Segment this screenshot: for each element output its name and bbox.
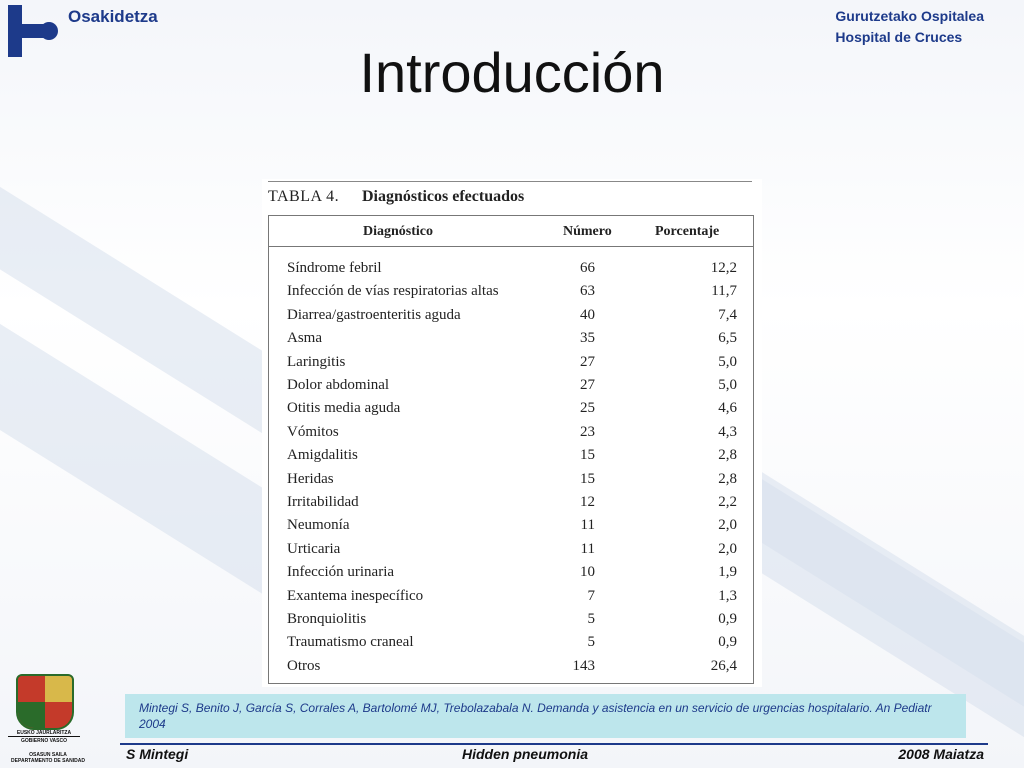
percentage-cell: 0,9 (718, 611, 737, 627)
count-cell: 27 (580, 377, 595, 393)
table-header (268, 181, 752, 212)
table-row (269, 283, 753, 306)
percentage-cell: 5,0 (718, 353, 737, 370)
diagnosis-cell: Traumatismo craneal (287, 634, 414, 651)
table-row (269, 354, 753, 377)
diagnosis-cell: Asma (287, 330, 322, 347)
count-cell: 5 (587, 611, 595, 627)
count-cell: 25 (580, 400, 595, 417)
percentage-cell: 2,8 (718, 447, 737, 464)
percentage-cell: 2,2 (718, 494, 737, 510)
percentage-cell: 1,9 (718, 564, 737, 581)
diagnosis-cell: Infección de vías respiratorias altas (287, 283, 499, 300)
count-cell: 27 (580, 353, 595, 370)
count-cell: 143 (572, 657, 595, 674)
percentage-cell: 4,3 (718, 423, 737, 440)
column-header-diagnosis: Diagnóstico (363, 224, 433, 239)
table-row (269, 564, 753, 587)
footer-topic: Hidden pneumonia (462, 746, 588, 762)
table-row (269, 494, 753, 517)
column-header-count: Número (563, 224, 612, 239)
diagnosis-cell: Infección urinaria (287, 564, 395, 581)
count-cell: 35 (580, 330, 595, 347)
crest-line-2: GOBIERNO VASCO (20, 738, 68, 744)
percentage-cell: 0,9 (718, 634, 737, 651)
table-row (269, 424, 753, 447)
percentage-cell: 26,4 (710, 657, 737, 674)
diagnosis-cell: Urticaria (287, 540, 341, 557)
column-headers (269, 216, 753, 247)
hospital-line-spanish: Hospital de Cruces (835, 29, 963, 45)
percentage-cell: 12,2 (710, 260, 737, 276)
count-cell: 10 (580, 564, 595, 581)
table-row (269, 588, 753, 611)
percentage-cell: 7,4 (718, 306, 737, 323)
footer-rule (120, 743, 988, 745)
count-cell: 15 (580, 470, 595, 487)
count-cell: 40 (580, 306, 595, 323)
table-row (269, 517, 753, 540)
diagnosis-cell: Irritabilidad (287, 494, 359, 510)
diagnosis-cell: Heridas (287, 470, 334, 487)
count-cell: 23 (580, 423, 595, 440)
coat-of-arms-icon (16, 674, 74, 730)
table-row (269, 658, 753, 681)
column-header-percentage: Porcentaje (655, 224, 720, 239)
diagnosis-cell: Otros (287, 657, 321, 674)
diagnosis-cell: Amigdalitis (287, 447, 358, 464)
table-row (269, 634, 753, 657)
slide-title: Introducción (359, 41, 665, 104)
table-row (269, 611, 753, 634)
count-cell: 5 (587, 634, 595, 651)
footer-date: 2008 Maiatza (898, 746, 984, 762)
citation-box: Mintegi S, Benito J, García S, Corrales A, Bartolomé MJ, Trebolazabala N. Demanda y asistencia en un servicio de urgencias hospitalario. An Pediatr 2004 (125, 694, 966, 738)
diagnosis-cell: Diarrea/gastroenteritis aguda (287, 306, 461, 323)
diagnosis-cell: Laringitis (287, 353, 346, 370)
org-name: Osakidetza (68, 7, 158, 26)
count-cell: 63 (580, 283, 595, 300)
table-row (269, 400, 753, 423)
diagnosis-cell: Otitis media aguda (287, 400, 401, 417)
percentage-cell: 11,7 (711, 283, 737, 300)
count-cell: 66 (580, 260, 595, 276)
table-caption: Diagnósticos efectuados (362, 188, 525, 205)
diagnosis-table (262, 179, 762, 687)
percentage-cell: 6,5 (718, 330, 737, 347)
table-row (269, 541, 753, 564)
table-row (269, 471, 753, 494)
table-row (269, 330, 753, 353)
table-row (269, 260, 753, 283)
count-cell: 12 (580, 494, 595, 510)
percentage-cell: 2,8 (718, 470, 737, 487)
count-cell: 15 (580, 447, 595, 464)
percentage-cell: 4,6 (718, 400, 737, 417)
table-number: TABLA 4. (268, 188, 340, 205)
diagnosis-cell: Neumonía (287, 517, 350, 534)
diagnosis-cell: Dolor abdominal (287, 377, 390, 393)
table-row (269, 377, 753, 400)
hospital-line-basque: Gurutzetako Ospitalea (835, 8, 984, 24)
percentage-cell: 2,0 (718, 517, 737, 534)
percentage-cell: 2,0 (718, 540, 737, 557)
crest-line-3: OSASUN SAILA (29, 752, 67, 758)
crest-line-4: DEPARTAMENTO DE SANIDAD (11, 758, 85, 764)
percentage-cell: 1,3 (718, 587, 737, 604)
crest-line-1: EUSKO JAURLARITZA (8, 730, 80, 737)
count-cell: 7 (587, 587, 595, 604)
table-row (269, 307, 753, 330)
table-body (268, 215, 754, 684)
diagnosis-cell: Síndrome febril (287, 260, 382, 276)
percentage-cell: 5,0 (718, 377, 737, 393)
count-cell: 11 (580, 517, 595, 534)
count-cell: 11 (580, 540, 595, 557)
slide-footer (0, 743, 1024, 767)
diagnosis-cell: Exantema inespecífico (287, 587, 424, 604)
table-row (269, 447, 753, 470)
footer-author: S Mintegi (126, 746, 189, 762)
diagnosis-cell: Vómitos (287, 423, 339, 440)
diagnosis-cell: Bronquiolitis (287, 611, 367, 627)
